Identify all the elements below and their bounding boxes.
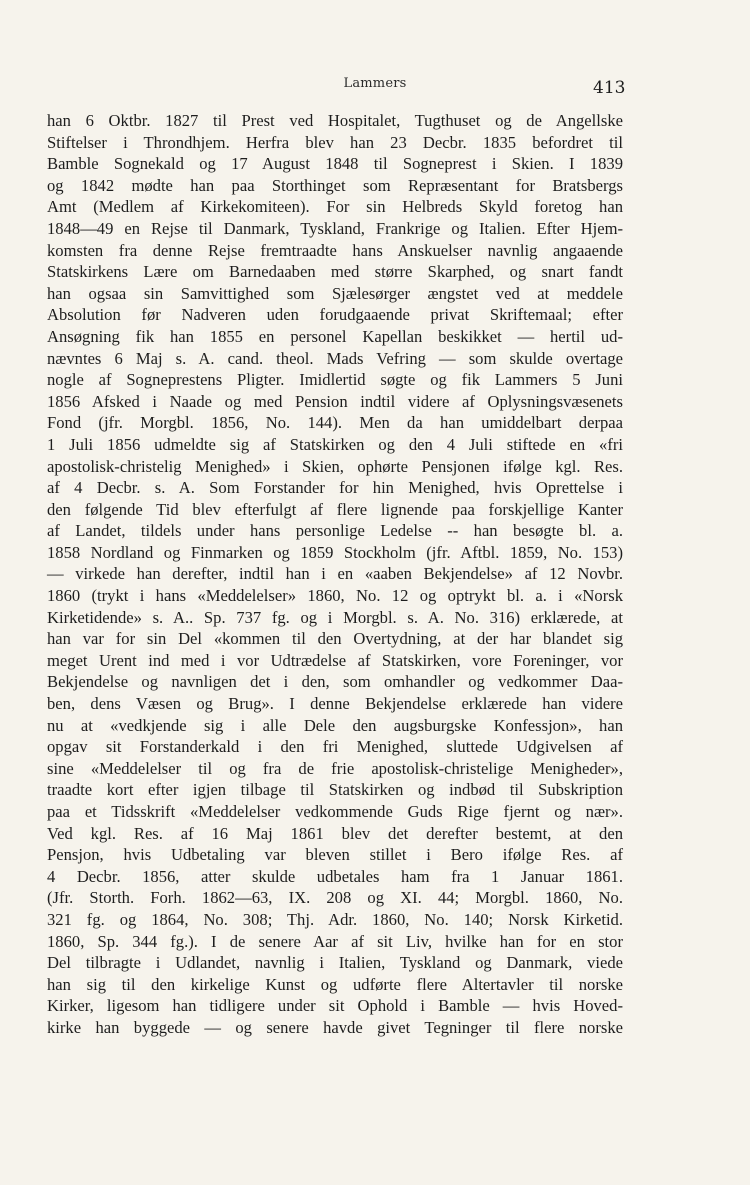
text-line: nu at «vedkjende sig i alle Dele den augsburgske Konfessjon», han: [47, 715, 623, 735]
text-line: Ved kgl. Res. af 16 Maj 1861 blev det derefter bestemt, at den: [47, 823, 623, 843]
text-line: 1848—49 en Rejse til Danmark, Tyskland, Frankrige og Italien. Efter Hjem-: [47, 218, 623, 238]
text-line: 1856 Afsked i Naade og med Pension indtil videre af Oplysningsvæsenets: [47, 391, 623, 411]
body-text: [47, 110, 623, 1039]
text-line: — virkede han derefter, indtil han i en «aaben Bekjendelse» af 12 Novbr.: [47, 564, 623, 584]
text-line: kirke han byggede — og senere havde givet Tegninger til flere norske: [47, 1017, 623, 1037]
text-line: (Jfr. Storth. Forh. 1862—63, IX. 208 og XI. 44; Morgbl. 1860, No.: [47, 888, 623, 908]
text-line: Del tilbragte i Udlandet, navnlig i Italien, Tyskland og Danmark, viede: [47, 953, 623, 973]
text-line: den følgende Tid blev efterfulgt af flere lignende paa forskjellige Kanter: [47, 499, 623, 519]
text-line: Stiftelser i Throndhjem. Herfra blev han 23 Decbr. 1835 befordret til: [47, 132, 623, 152]
text-line: 1 Juli 1856 udmeldte sig af Statskirken og den 4 Juli stiftede en «fri: [47, 434, 623, 454]
text-line: han ogsaa sin Samvittighed som Sjælesørger ængstet ved at meddele: [47, 283, 623, 303]
text-line: Bamble Sognekald og 17 August 1848 til Sogneprest i Skien. I 1839: [47, 154, 623, 174]
text-line: ben, dens Væsen og Brug». I denne Bekjendelse erklærede han videre: [47, 694, 623, 714]
text-line: af 4 Decbr. s. A. Som Forstander for hin Menighed, hvis Oprettelse i: [47, 478, 623, 498]
text-line: nogle af Sogneprestens Pligter. Imidlertid søgte og fik Lammers 5 Juni: [47, 370, 623, 390]
text-line: Statskirkens Lære om Barnedaaben med større Skarphed, og snart fandt: [47, 262, 623, 282]
text-line: Fond (jfr. Morgbl. 1856, No. 144). Men da han umiddelbart derpaa: [47, 413, 623, 433]
running-head: Lammers: [343, 76, 407, 91]
text-line: 1858 Nordland og Finmarken og 1859 Stockholm (jfr. Aftbl. 1859, No. 153): [47, 542, 623, 562]
text-line: 321 fg. og 1864, No. 308; Thj. Adr. 1860, No. 140; Norsk Kirketid.: [47, 909, 623, 929]
text-line: han var for sin Del «kommen til den Overtydning, at der har blandet sig: [47, 629, 623, 649]
text-line: 1860 (trykt i hans «Meddelelser» 1860, No. 12 og optrykt bl. a. i «Norsk: [47, 586, 623, 606]
page-number: 413: [593, 78, 626, 98]
text-line: 4 Decbr. 1856, atter skulde udbetales ham fra 1 Januar 1861.: [47, 866, 623, 886]
text-line: sine «Meddelelser til og fra de frie apostolisk-christelige Menigheder»,: [47, 758, 623, 778]
text-line: Kirker, ligesom han tidligere under sit Ophold i Bamble — hvis Hoved-: [47, 996, 623, 1016]
text-line: meget Urent ind med i vor Udtrædelse af Statskirken, vore Foreninger, vor: [47, 650, 623, 670]
text-line: Ansøgning fik han 1855 en personel Kapellan beskikket — hertil ud-: [47, 326, 623, 346]
text-line: Kirketidende» s. A.. Sp. 737 fg. og i Morgbl. s. A. No. 316) erklærede, at: [47, 607, 623, 627]
text-line: Absolution før Nadveren uden forudgaaende privat Skriftemaal; efter: [47, 305, 623, 325]
text-line: 1860, Sp. 344 fg.). I de senere Aar af sit Liv, hvilke han for en stor: [47, 931, 623, 951]
text-line: komsten fra denne Rejse fremtraadte hans Anskuelser navnlig angaaende: [47, 240, 623, 260]
text-line: nævntes 6 Maj s. A. cand. theol. Mads Vefring — som skulde overtage: [47, 348, 623, 368]
text-line: af Landet, tildels under hans personlige Ledelse -- han besøgte bl. a.: [47, 521, 623, 541]
text-line: han 6 Oktbr. 1827 til Prest ved Hospitalet, Tugthuset og de Angellske: [47, 111, 623, 130]
text-line: han sig til den kirkelige Kunst og udførte flere Altertavler til norske: [47, 974, 623, 994]
text-line: Pensjon, hvis Udbetaling var bleven stillet i Bero ifølge Res. af: [47, 845, 623, 865]
text-line: apostolisk-christelig Menighed» i Skien, ophørte Pensjonen ifølge kgl. Res.: [47, 456, 623, 476]
text-line: traadte kort efter igjen tilbage til Statskirken og indbød til Subskription: [47, 780, 623, 800]
text-line: paa et Tidsskrift «Meddelelser vedkommende Guds Rige fjernt og nær».: [47, 802, 623, 821]
text-line: Bekjendelse og navnligen det i den, som omhandler og vedkommer Daa-: [47, 672, 623, 692]
text-line: Amt (Medlem af Kirkekomiteen). For sin Helbreds Skyld foretog han: [47, 197, 623, 217]
text-line: opgav sit Forstanderkald i den fri Menighed, sluttede Udgivelsen af: [47, 737, 623, 757]
text-line: og 1842 mødte han paa Storthinget som Repræsentant for Bratsbergs: [47, 175, 623, 195]
